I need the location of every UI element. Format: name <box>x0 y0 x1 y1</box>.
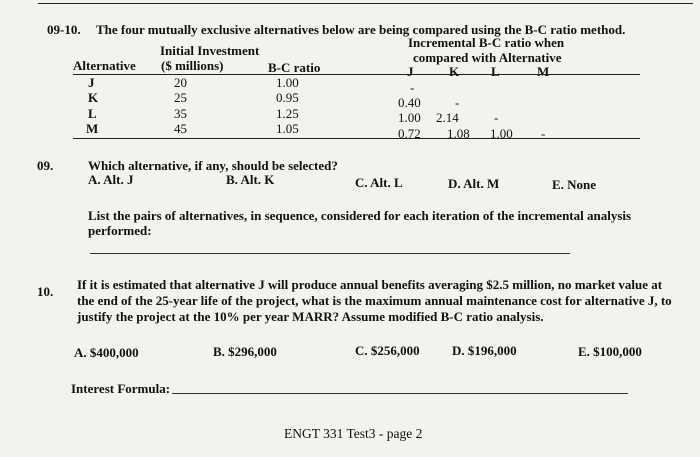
alternative-header: Alternative <box>73 58 136 73</box>
row-j-investment: 20 <box>174 75 187 90</box>
q10-option-d[interactable]: D. $196,000 <box>452 343 517 358</box>
q09-followup-line1: List the pairs of alternatives, in sequence, considered for each iteration of the incremental analysis <box>88 208 632 223</box>
table-bottom-rule <box>73 138 640 139</box>
incremental-header-line1: Incremental B-C ratio when <box>408 35 565 50</box>
q10-line1: If it is estimated that alternative J will produce annual benefits averaging $2.5 million, no market value at <box>77 277 663 292</box>
incr-col-m: M <box>537 64 550 79</box>
q10-option-e[interactable]: E. $100,000 <box>578 344 642 359</box>
row-m-incr-k: 1.08 <box>447 126 470 141</box>
row-m-bc: 1.05 <box>276 121 299 136</box>
bc-ratio-header: B-C ratio <box>268 60 321 75</box>
interest-formula-line[interactable] <box>172 393 628 394</box>
q09-option-d[interactable]: D. Alt. M <box>448 176 500 191</box>
intro-text: The four mutually exclusive alternatives below are being compared using the B-C ratio method. <box>96 22 626 37</box>
row-k-investment: 25 <box>174 90 187 105</box>
question-range-number: 09-10. <box>47 22 81 37</box>
top-rule <box>38 3 693 4</box>
row-m-incr-m: - <box>541 126 546 141</box>
row-m-incr-j: 0.72 <box>398 126 421 141</box>
row-l-incr-k: 2.14 <box>436 110 459 125</box>
row-m-incr-l: 1.00 <box>490 126 513 141</box>
q09-option-e[interactable]: E. None <box>552 177 597 192</box>
interest-formula-label: Interest Formula: <box>71 381 171 396</box>
incr-col-j: J <box>407 64 414 79</box>
q10-option-b[interactable]: B. $296,000 <box>213 344 277 359</box>
q09-option-c[interactable]: C. Alt. L <box>355 175 403 190</box>
incr-col-l: L <box>491 64 500 79</box>
q10-line2: the end of the 25-year life of the project, what is the maximum annual maintenance cost for alternative J, to <box>77 293 672 308</box>
row-j-bc: 1.00 <box>276 75 299 90</box>
row-m-investment: 45 <box>174 121 187 136</box>
incremental-header-line2: compared with Alternative <box>413 50 562 65</box>
q09-followup-line2: performed: <box>88 223 152 238</box>
row-l-investment: 35 <box>174 106 187 121</box>
row-k-incr-k: - <box>455 95 460 110</box>
row-k-incr-j: 0.40 <box>398 95 421 110</box>
row-l-alt: L <box>88 106 97 121</box>
row-l-bc: 1.25 <box>276 106 299 121</box>
q09-option-b[interactable]: B. Alt. K <box>226 172 275 187</box>
row-l-incr-j: 1.00 <box>398 110 421 125</box>
q10-option-c[interactable]: C. $256,000 <box>355 343 420 358</box>
q10-line3: justify the project at the 10% per year MARR? Assume modified B-C ratio analysis. <box>77 309 544 324</box>
q09-option-a[interactable]: A. Alt. J <box>88 172 134 187</box>
row-m-alt: M <box>86 121 99 136</box>
row-j-incr-j: - <box>410 80 415 95</box>
q10-option-a[interactable]: A. $400,000 <box>74 345 139 360</box>
row-j-alt: J <box>88 75 95 90</box>
investment-header-line1: Initial Investment <box>160 43 260 58</box>
page-footer: ENGT 331 Test3 - page 2 <box>284 426 423 441</box>
row-k-alt: K <box>88 90 99 105</box>
row-l-incr-l: - <box>494 110 499 125</box>
q09-answer-line[interactable] <box>90 253 570 254</box>
q09-number: 09. <box>37 158 54 173</box>
incr-col-k: K <box>449 64 460 79</box>
table-header-rule <box>73 74 640 75</box>
investment-header-line2: ($ millions) <box>161 58 224 73</box>
q10-number: 10. <box>37 284 54 299</box>
q09-question: Which alternative, if any, should be selected? <box>88 158 338 173</box>
row-k-bc: 0.95 <box>276 90 299 105</box>
